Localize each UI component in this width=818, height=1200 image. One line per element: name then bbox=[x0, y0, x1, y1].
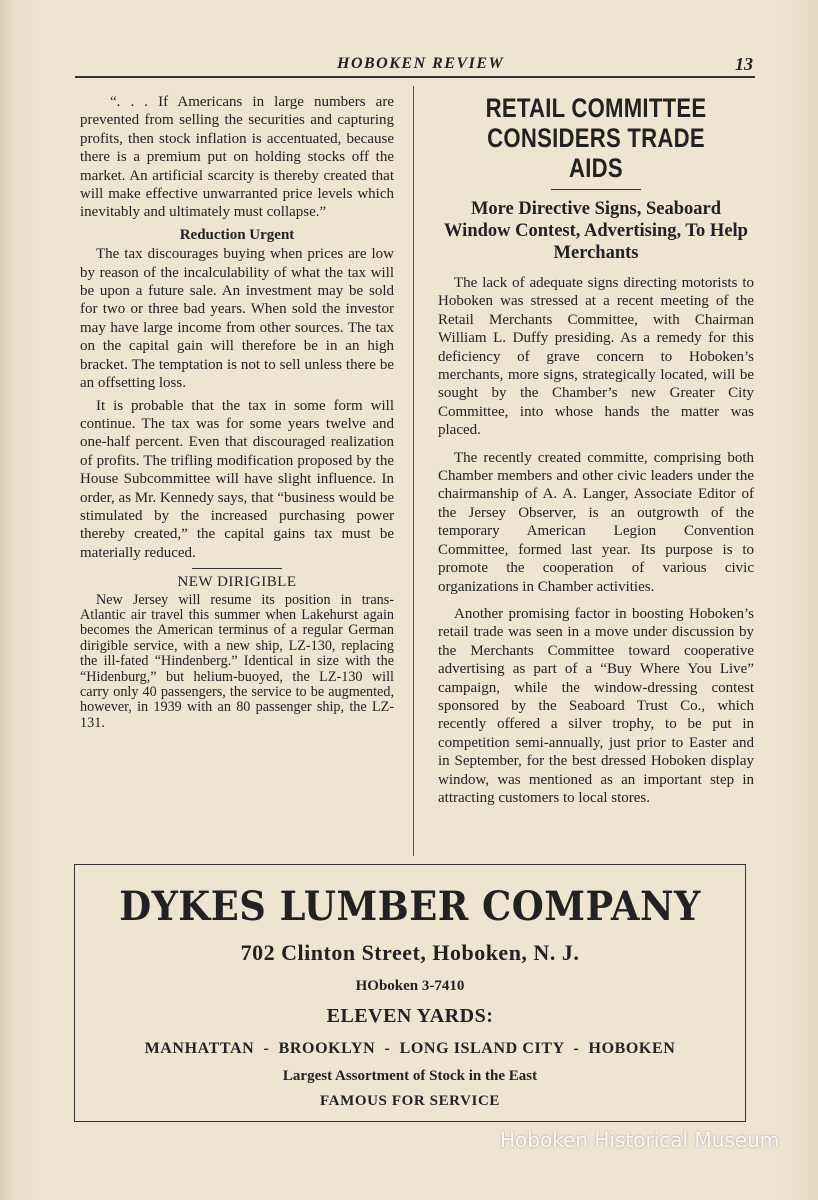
body-paragraph: It is probable that the tax in some form will continue. The tax was for some years twelve and one-half percent. Even that discouraged realization of profits. The trifling modification proposed by the House Subcommittee will have slight influence. In order, as Mr. Kennedy says, that “business would be stimulated by the increased purchasing power thereby created,” the capital gains tax must be materially reduced. bbox=[80, 397, 394, 561]
left-column bbox=[80, 93, 394, 735]
right-column bbox=[438, 93, 754, 816]
ad-cities: MANHATTAN - BROOKLYN - LONG ISLAND CITY - HOBOKEN bbox=[144, 1040, 676, 1057]
body-paragraph: Another promising factor in boosting Hoboken’s retail trade was seen in a move under discussion by the Merchants Committee toward cooperative advertising as part of a “Buy Where You Live” campaign, while the window-dressing contest sponsored by the Seaboard Trust Co., which recently offered a silver trophy, to be put in competition semi-annually, just prior to Easter and in September, for the best dressed Hoboken display window, was mentioned as an important step in attracting customers to local stores. bbox=[438, 605, 754, 806]
ad-assortment: Largest Assortment of Stock in the East bbox=[282, 1068, 538, 1084]
quote-paragraph: “. . . If Americans in large numbers are prevented from selling the securities and capturing profits, then stock inflation is accentuated, because there is a premium put on holding stocks off the market. An artificial scarcity is thereby created that will make effective unwarranted price levels which inevitably and ultimately must collapse.” bbox=[80, 94, 394, 221]
ad-yards-heading: ELEVEN YARDS: bbox=[326, 1005, 494, 1027]
body-paragraph: The recently created committe, comprising both Chamber members and other civic leaders under the chairmanship of A. A. Langer, Associate Editor of the Jersey Observer, is an outgrowth of the temporary American Legion Convention Committee, formed last year. Its purpose is to promote the cooperation of various civic organizations in Chamber activities. bbox=[438, 449, 754, 595]
publication-title: HOBOKEN REVIEW bbox=[337, 55, 505, 72]
dirigible-paragraph: New Jersey will resume its position in trans-Atlantic air travel this summer when Lakehurst again becomes the American terminus of a regular German dirigible service, with a new ship, LZ-130, replacing the ill-fated “Hindenberg.” Identical in size with the “Hidenburg,” but helium-buoyed, the LZ-130 will carry only 40 passengers, the service to be augmented, however, in 1939 with an 80 passenger ship, the LZ-131. bbox=[80, 591, 394, 731]
ad-phone: HOboken 3-7410 bbox=[355, 978, 465, 994]
article-deck: More Directive Signs, Seaboard Window Contest, Advertising, To Help Merchants bbox=[444, 199, 748, 263]
advertisement-box bbox=[74, 864, 746, 1122]
page-header bbox=[75, 52, 755, 78]
ad-address: 702 Clinton Street, Hoboken, N. J. bbox=[240, 940, 580, 965]
subhead-reduction-urgent: Reduction Urgent bbox=[179, 226, 295, 243]
museum-watermark: Hoboken Historical Museum bbox=[500, 1128, 780, 1152]
page-number: 13 bbox=[735, 54, 753, 74]
headline-divider bbox=[551, 189, 641, 190]
body-paragraph: The lack of adequate signs directing motorists to Hoboken was stressed at a recent meeting of the Retail Merchants Committee, with Chairman William L. Duffy presiding. As a remedy for this deficiency of grave concern to Hoboken’s merchants, more signs, strategically located, will be sought by the Chamber’s new Greater City Committee, into whose hands the matter was placed. bbox=[438, 275, 754, 439]
subhead-new-dirigible: NEW DIRIGIBLE bbox=[177, 574, 297, 591]
ad-service: FAMOUS FOR SERVICE bbox=[319, 1093, 500, 1109]
ad-company-name: DYKES LUMBER COMPANY bbox=[119, 883, 701, 930]
section-divider bbox=[192, 568, 282, 569]
article-headline: RETAIL COMMITTEE CONSIDERS TRADE AIDS bbox=[485, 93, 707, 183]
body-paragraph: The tax discourages buying when prices are low by reason of the incalculability of what the tax will be upon a future sale. An investment may be sold for two or three bad years. When sold the investor may have large income from other sources. The tax on the capital gain will therefore be in an high bracket. The temptation is not to sell unless there be an offsetting loss. bbox=[80, 246, 394, 392]
column-divider bbox=[413, 86, 414, 856]
